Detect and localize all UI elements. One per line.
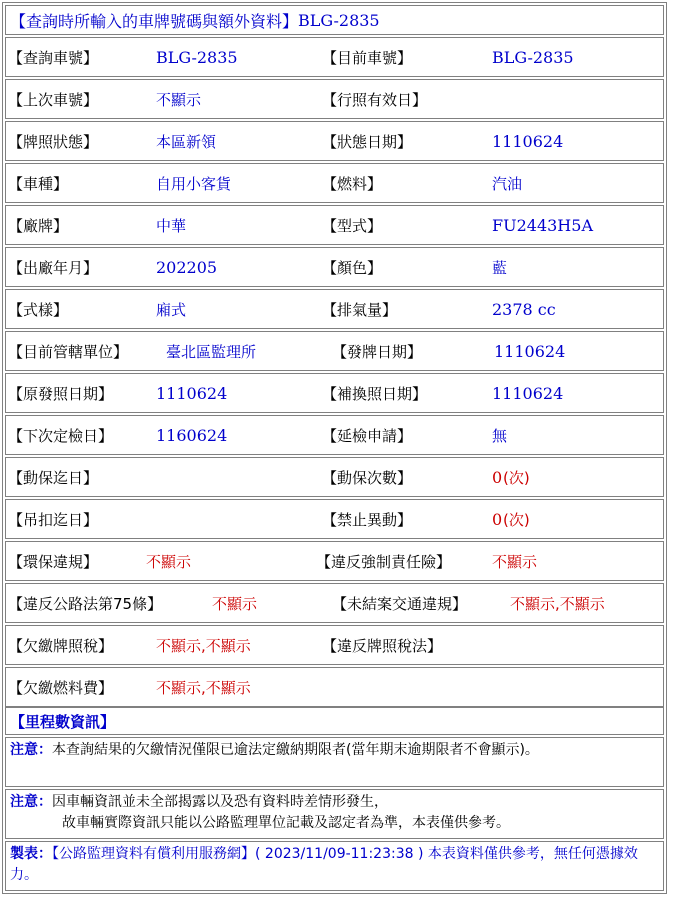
note-1: [5, 737, 664, 787]
row-label-right: 【動保次數】: [322, 468, 413, 487]
mileage-label: 【里程數資訊】: [10, 712, 116, 731]
row-label-right: 【行照有效日】: [322, 90, 428, 109]
footer-text: 【公路監理資料有償利用服務網】( 2023/11/09-11:23:38 ) 本表資料僅供參考，無任何憑據效力。: [10, 846, 638, 883]
row-label-right: 【發牌日期】: [332, 342, 423, 361]
table-row: [5, 373, 664, 413]
row-label-right: 【補換照日期】: [322, 384, 428, 403]
table-row: [5, 205, 664, 245]
mileage-row: [5, 707, 664, 735]
row-label-right: 【顏色】: [322, 258, 383, 277]
table-row: [5, 79, 664, 119]
row-value-right: 2378 cc: [492, 299, 556, 319]
row-value-right: 無: [492, 426, 508, 445]
table-row: [5, 667, 664, 707]
row-label-left: 【出廠年月】: [8, 258, 99, 277]
row-label-right: 【未結案交通違規】: [332, 594, 468, 613]
note-2-head: 注意：: [10, 794, 52, 810]
row-value-left: 廂式: [156, 300, 187, 319]
row-label-left: 【違反公路法第75條】: [8, 594, 163, 613]
row-value-left: 中華: [156, 216, 187, 235]
row-label-left: 【廠牌】: [8, 216, 69, 235]
row-value-left: 不顯示: [212, 594, 258, 613]
vehicle-info-table: [2, 2, 667, 894]
row-label-right: 【違反強制責任險】: [316, 552, 452, 571]
table-row: [5, 163, 664, 203]
table-row: [5, 289, 664, 329]
note-1-text: 本查詢結果的欠繳情況僅限已逾法定繳納期限者(當年期末逾期限者不會顯示)。: [52, 742, 539, 758]
row-value-left: 不顯示: [146, 552, 192, 571]
row-value-right: 1110624: [494, 341, 566, 361]
row-label-right: 【型式】: [322, 216, 383, 235]
table-row: [5, 415, 664, 455]
row-label-left: 【欠繳牌照稅】: [8, 636, 114, 655]
table-row: [5, 247, 664, 287]
row-label-left: 【欠繳燃料費】: [8, 678, 114, 697]
row-label-left: 【吊扣迄日】: [8, 510, 99, 529]
row-label-right: 【違反牌照稅法】: [322, 636, 443, 655]
header-title: [10, 6, 380, 34]
table-row: [5, 541, 664, 581]
note-2: [5, 789, 664, 839]
row-value-left: 自用小客貨: [156, 174, 232, 193]
row-label-left: 【下次定檢日】: [8, 426, 114, 445]
table-row: [5, 331, 664, 371]
row-value-right: 1110624: [492, 383, 564, 403]
row-value-left: 不顯示,不顯示: [156, 636, 251, 655]
row-label-right: 【禁止異動】: [322, 510, 413, 529]
table-row: [5, 583, 664, 623]
table-row: [5, 499, 664, 539]
row-label-right: 【延檢申請】: [322, 426, 413, 445]
header-title-text: 【查詢時所輸入的車牌號碼與額外資料】: [10, 11, 299, 31]
row-value-right: 藍: [492, 258, 508, 277]
footer-head: 製表：: [10, 846, 52, 862]
note-2-text: 因車輛資訊並未全部揭露以及恐有資料時差情形發生，: [52, 794, 388, 810]
row-value-right: BLG-2835: [492, 47, 574, 67]
row-value-left: 本區新領: [156, 132, 217, 151]
row-label-right: 【狀態日期】: [322, 132, 413, 151]
row-label-right: 【目前車號】: [322, 48, 413, 67]
note-1-head: 注意：: [10, 742, 52, 758]
row-value-suffix: (次): [503, 510, 530, 529]
row-value-right: 1110624: [492, 131, 564, 151]
row-value-suffix: (次): [503, 468, 530, 487]
row-label-left: 【查詢車號】: [8, 48, 99, 67]
row-label-left: 【牌照狀態】: [8, 132, 99, 151]
row-label-right: 【燃料】: [322, 174, 383, 193]
table-row: [5, 625, 664, 665]
row-value-right: 0: [492, 467, 503, 487]
table-header: [5, 5, 664, 35]
row-value-left: 臺北區監理所: [166, 342, 257, 361]
row-value-left: 202205: [156, 257, 218, 277]
row-value-right: 汽油: [492, 174, 523, 193]
row-value-left: BLG-2835: [156, 47, 238, 67]
row-value-right: 0: [492, 509, 503, 529]
row-value-left: 1110624: [156, 383, 228, 403]
note-2-text2: 故車輛實際資訊只能以公路監理單位記載及認定者為準，本表僅供參考。: [62, 815, 510, 831]
table-row: [5, 457, 664, 497]
table-row: [5, 121, 664, 161]
row-value-right: FU2443H5A: [492, 215, 593, 235]
row-label-left: 【式樣】: [8, 300, 69, 319]
table-row: [5, 37, 664, 77]
row-label-left: 【上次車號】: [8, 90, 99, 109]
row-label-right: 【排氣量】: [322, 300, 398, 319]
row-value-right: 不顯示: [492, 552, 538, 571]
row-label-left: 【原發照日期】: [8, 384, 114, 403]
row-value-left: 1160624: [156, 425, 228, 445]
row-label-left: 【環保違規】: [8, 552, 99, 571]
row-label-left: 【動保迄日】: [8, 468, 99, 487]
row-label-left: 【目前管轄單位】: [8, 342, 129, 361]
header-plate: BLG-2835: [298, 10, 380, 30]
row-value-left: 不顯示: [156, 90, 202, 109]
row-value-left: 不顯示,不顯示: [156, 678, 251, 697]
footer-note: [5, 841, 664, 891]
row-label-left: 【車種】: [8, 174, 69, 193]
row-value-right: 不顯示,不顯示: [510, 594, 605, 613]
